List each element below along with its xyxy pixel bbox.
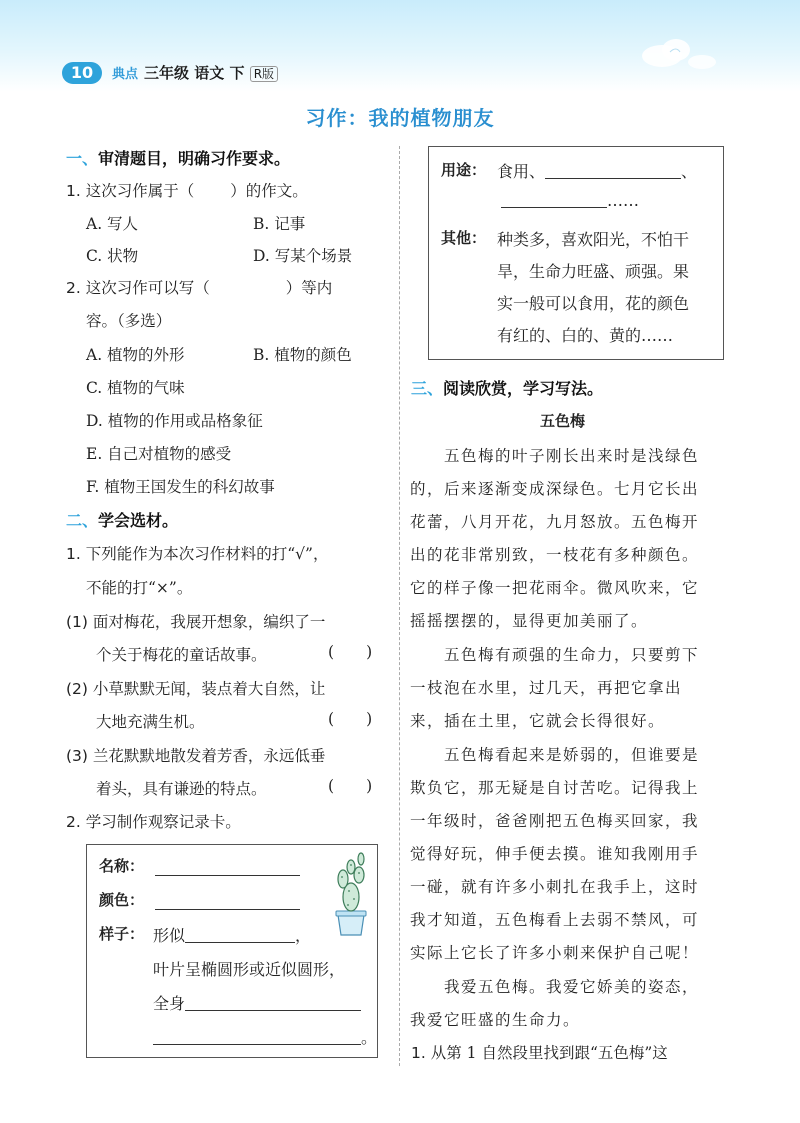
list-item: (1) 面对梅花，我展开想象，编织了一 [66, 613, 326, 631]
book-brand [112, 62, 278, 86]
other-text-line: 旱，生命力旺盛、顽强。果 [497, 262, 690, 281]
essay-line: 五色梅有顽强的生命力，只要剪下 [410, 646, 700, 664]
use-line: 食用、 、 [497, 162, 698, 181]
body-line-2: 。 [153, 1025, 377, 1048]
body-field[interactable] [185, 994, 361, 1011]
option-b[interactable]: B. 记事 [253, 215, 306, 233]
body-line: 全身 [153, 991, 361, 1014]
cloud-decoration-icon [632, 30, 722, 75]
essay-line: 实际上它长了许多小刺来保护自己呢！ [410, 944, 700, 962]
name-label: 名称： [99, 857, 145, 875]
color-field[interactable] [155, 893, 300, 912]
subject-label: 三年级 语文 下 [144, 64, 245, 82]
use-label: 用途： [441, 161, 487, 179]
question-5: 1. 从第 1 自然段里找到跟“五色梅”这 [411, 1044, 668, 1062]
body-field-2[interactable] [153, 1028, 361, 1045]
essay-line: 摇摇摆摆的，显得更加美丽了。 [410, 612, 649, 630]
essay-line: 来，插在土里，它就会长得很好。 [410, 712, 666, 730]
question-1: 1. 这次习作属于（ ）的作文。 [66, 182, 308, 200]
column-divider [399, 146, 400, 1066]
use-field-2[interactable] [501, 191, 607, 208]
option-e[interactable]: E. 自己对植物的感受 [86, 445, 232, 463]
leaf-text: 叶片呈椭圆形或近似圆形， [153, 960, 346, 979]
option-c[interactable]: C. 状物 [86, 247, 139, 265]
option-b[interactable]: B. 植物的颜色 [253, 346, 352, 364]
section-heading-2: 二、学会选材。 [66, 511, 179, 530]
essay-line: 我爱它旺盛的生命力。 [410, 1011, 581, 1029]
answer-paren[interactable]: ( ) [328, 777, 373, 795]
other-text-line: 有红的、白的、黄的…… [497, 326, 674, 345]
option-d[interactable]: D. 植物的作用或品格象征 [86, 412, 263, 430]
shape-line: 形似 ， [153, 926, 312, 945]
essay-line: 一碰，就有许多小刺扎在我手上，这时 [410, 878, 700, 896]
essay-line: 欺负它，那无疑是自讨苦吃。记得我上 [410, 779, 700, 797]
essay-title: 五色梅 [540, 412, 586, 430]
essay-line: 五色梅的叶子刚长出来时是浅绿色 [410, 447, 700, 465]
page-number: 10 [62, 62, 102, 84]
question-3: 1. 下列能作为本次习作材料的打“√”， [66, 545, 329, 563]
essay-line: 出的花非常别致，一枝花有多种颜色。 [410, 546, 700, 564]
essay-line: 我爱五色梅。我爱它娇美的姿态， [410, 978, 700, 996]
use-line-2: …… [501, 191, 639, 210]
use-field[interactable] [545, 162, 681, 179]
shape-label: 样子： [99, 925, 145, 943]
list-item: (2) 小草默默无闻，装点着大自然，让 [66, 680, 326, 698]
option-d[interactable]: D. 写某个场景 [253, 247, 353, 265]
list-item-cont: 着头，具有谦逊的特点。 [96, 780, 267, 798]
reference-card [428, 146, 724, 360]
option-f[interactable]: F. 植物王国发生的科幻故事 [86, 478, 275, 496]
section-heading-1: 一、审清题目，明确习作要求。 [66, 149, 291, 168]
observation-card [86, 844, 378, 1058]
section-heading-3: 三、阅读欣赏，学习写法。 [411, 379, 604, 398]
brand-logo: 典点 [112, 67, 139, 82]
essay-line: 的，后来逐渐变成深绿色。七月它长出 [410, 480, 700, 498]
name-field[interactable] [155, 859, 300, 878]
question-4: 2. 学习制作观察记录卡。 [66, 813, 241, 831]
essay-line: 我才知道，五色梅看上去弱不禁风，可 [410, 911, 700, 929]
other-label: 其他： [441, 229, 487, 247]
other-text-line: 种类多，喜欢阳光，不怕干 [497, 230, 690, 249]
page-title: 习作：我的植物朋友 [305, 106, 495, 130]
list-item-cont: 大地充满生机。 [96, 713, 205, 731]
list-item-cont: 个关于梅花的童话故事。 [96, 646, 267, 664]
shape-field[interactable] [185, 926, 295, 943]
option-c[interactable]: C. 植物的气味 [86, 379, 185, 397]
cactus-icon [327, 847, 375, 943]
option-a[interactable]: A. 植物的外形 [86, 346, 185, 364]
question-3-cont: 不能的打“×”。 [86, 579, 193, 597]
edition-badge: R版 [250, 66, 278, 82]
other-text-line: 实一般可以食用，花的颜色 [497, 294, 690, 313]
essay-line: 它的样子像一把花雨伞。微风吹来，它 [410, 579, 700, 597]
essay-line: 花蕾，八月开花，九月怒放。五色梅开 [410, 513, 700, 531]
list-item: (3) 兰花默默地散发着芳香，永远低垂 [66, 747, 326, 765]
question-2-cont: 容。（多选） [86, 312, 172, 330]
answer-paren[interactable]: ( ) [328, 710, 373, 728]
essay-line: 五色梅看起来是娇弱的，但谁要是 [410, 746, 700, 764]
option-a[interactable]: A. 写人 [86, 215, 139, 233]
color-label: 颜色： [99, 891, 145, 909]
answer-paren[interactable]: ( ) [328, 643, 373, 661]
essay-line: 一年级时，爸爸刚把五色梅买回家，我 [410, 812, 700, 830]
essay-line: 觉得好玩，伸手便去摸。谁知我刚用手 [410, 845, 700, 863]
question-2: 2. 这次习作可以写（ ）等内 [66, 279, 333, 297]
essay-line: 一枝泡在水里，过几天，再把它拿出 [410, 679, 683, 697]
